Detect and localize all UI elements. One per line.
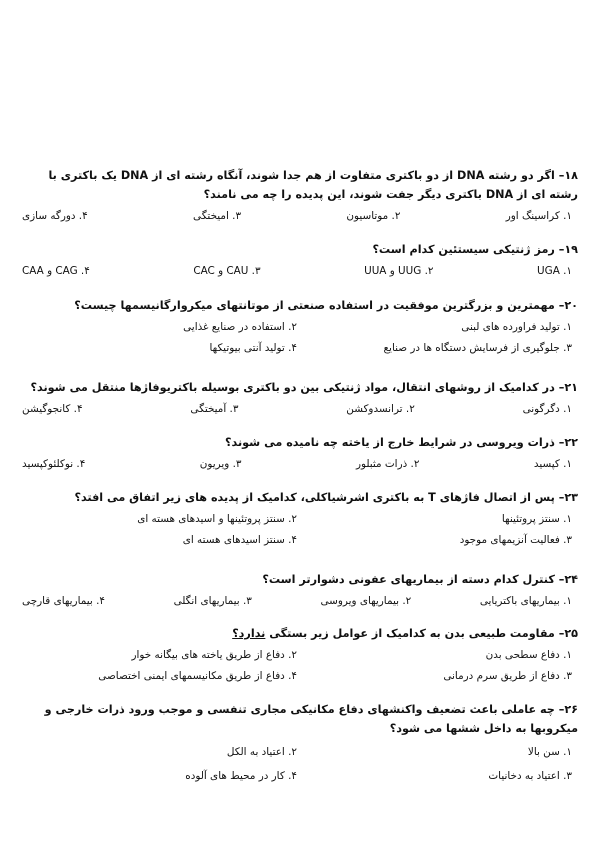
option-3[interactable]: ۳. ویریون (199, 458, 242, 470)
question-21-options (22, 403, 578, 415)
question-21 (22, 378, 578, 415)
option-2[interactable]: ۲. استفاده در صنایع غذایی (183, 321, 297, 333)
question-18 (22, 166, 578, 222)
question-24 (22, 570, 578, 607)
option-2[interactable]: ۲. دفاع از طریق یاخته های بیگانه خوار (131, 649, 297, 661)
option-3[interactable]: ۳. فعالیت آنزیمهای موجود (459, 534, 572, 546)
option-2[interactable]: ۲. بیماریهای ویروسی (320, 595, 412, 607)
option-3[interactable]: ۳. اعتیاد به دخانیات (488, 770, 572, 782)
option-4[interactable]: ۴. دفاع از طریق مکانیسمهای ایمنی اختصاصی (98, 670, 297, 682)
option-1[interactable]: ۱. دفاع سطحی بدن (485, 649, 572, 661)
question-25-stem (22, 624, 578, 643)
option-4[interactable]: ۴. دورگه سازی (22, 210, 88, 222)
question-19 (22, 240, 578, 277)
option-3[interactable]: ۳. دفاع از طریق سرم درمانی (443, 670, 572, 682)
question-22-stem: ۲۲– ذرات ویروسی در شرایط خارج از یاخته چه نامیده می شوند؟ (225, 436, 578, 449)
question-26 (22, 700, 578, 782)
question-26-options (22, 746, 578, 782)
option-4[interactable]: ۴. CAG و CAA (22, 265, 90, 277)
option-4[interactable]: ۴. کار در محیط های آلوده (185, 770, 297, 782)
option-2[interactable]: ۲. سنتز پروتئینها و اسیدهای هسته ای (137, 513, 297, 525)
question-20-options (22, 321, 578, 354)
option-3[interactable]: ۳. امیختگی (193, 210, 242, 222)
question-19-stem: ۱۹– رمز ژنتیکی سیستئین کدام است؟ (372, 243, 578, 256)
question-26-stem: ۲۶– چه عاملی باعث تضعیف واکنشهای دفاع مکانیکی مجاری تنفسی و موجب ورود ذرات خارجی و میکروبها به داخل ششها می شود؟ (44, 703, 578, 735)
option-4[interactable]: ۴. تولید آنتی بیوتیکها (209, 342, 297, 354)
question-23-stem: ۲۳– پس از اتصال فاژهای T به باکتری اشرشیاکلی، کدامیک از پدیده های زیر اتفاق می افتد؟ (74, 491, 578, 504)
option-1[interactable]: ۱. تولید فراورده های لبنی (461, 321, 572, 333)
option-2[interactable]: ۲. ترانسدوکشن (346, 403, 415, 415)
option-4[interactable]: ۴. کانجوگیشن (22, 403, 83, 415)
question-22-options (22, 458, 578, 470)
option-3[interactable]: ۳. بیماریهای انگلی (173, 595, 252, 607)
option-2[interactable]: ۲. ذرات مثبلور (355, 458, 420, 470)
question-21-stem: ۲۱– در کدامیک از روشهای انتقال، مواد ژنتیکی بین دو باکتری بوسیله باکتریوفاژها منتقل می شوند؟ (30, 381, 578, 394)
option-1[interactable]: ۱. سنتز پروتئینها (501, 513, 572, 525)
question-25-options (22, 649, 578, 682)
option-1[interactable]: ۱. کپسید (533, 458, 572, 470)
option-4[interactable]: ۴. بیماریهای قارچی (22, 595, 105, 607)
question-18-options (22, 210, 578, 222)
question-20 (22, 296, 578, 354)
question-22 (22, 433, 578, 470)
question-18-stem: ۱۸– اگر دو رشته DNA از دو باکتری متفاوت از هم جدا شوند، آنگاه رشته ای از DNA یک باکتری با رشته ای از DNA باکتری دیگر جفت شوند، این پدیده را چه می نامند؟ (48, 169, 578, 201)
question-25-stem-text: ۲۵– مقاومت طبیعی بدن به کدامیک از عوامل زیر بستگی (269, 627, 578, 640)
option-1[interactable]: ۱. بیماریهای باکتریایی (479, 595, 572, 607)
question-19-options (22, 265, 578, 277)
question-23 (22, 488, 578, 546)
option-1[interactable]: ۱. دگرگونی (522, 403, 572, 415)
question-24-stem: ۲۴– کنترل کدام دسته از بیماریهای عفونی دشوارتر است؟ (262, 573, 578, 586)
option-2[interactable]: ۲. UUG و UUA (364, 265, 434, 277)
option-3[interactable]: ۳. آمیختگی (190, 403, 239, 415)
question-25-stem-underlined: ندارد؟ (232, 627, 266, 640)
question-25 (22, 624, 578, 682)
option-4[interactable]: ۴. نوکلئوکپسید (22, 458, 86, 470)
option-4[interactable]: ۴. سنتز اسیدهای هسته ای (182, 534, 297, 546)
option-1[interactable]: ۱. UGA (537, 265, 572, 277)
option-3[interactable]: ۳. جلوگیری از فرسایش دستگاه ها در صنایع (383, 342, 572, 354)
option-2[interactable]: ۲. موتاسیون (346, 210, 401, 222)
question-23-options (22, 513, 578, 546)
option-1[interactable]: ۱. سن بالا (527, 746, 572, 758)
option-1[interactable]: ۱. کراسینگ اور (505, 210, 572, 222)
option-2[interactable]: ۲. اعتیاد به الکل (226, 746, 297, 758)
option-3[interactable]: ۳. CAU و CAC (193, 265, 261, 277)
question-24-options (22, 595, 578, 607)
question-20-stem: ۲۰– مهمترین و بزرگترین موفقیت در استفاده صنعتی از موتانتهای میکروارگانیسمها چیست؟ (74, 299, 578, 312)
